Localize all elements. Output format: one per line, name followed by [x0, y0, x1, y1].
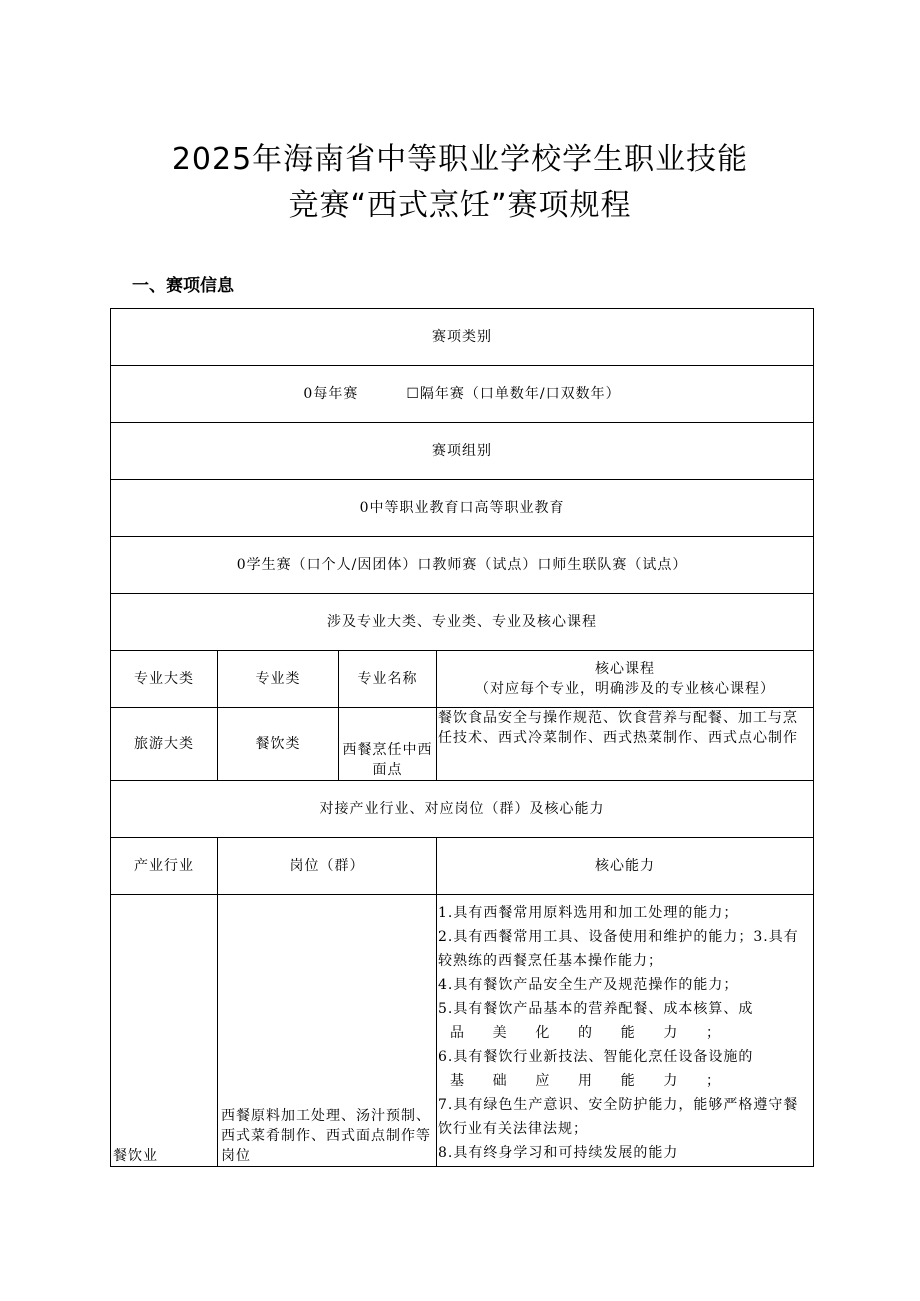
table-row: [111, 537, 814, 594]
column-header-core-courses: [437, 651, 814, 708]
table-row: [111, 423, 814, 480]
column-header-major-name: 专业名称: [339, 651, 437, 708]
ability-item: 6.具有餐饮行业新技法、智能化烹任设备设施的: [438, 1049, 754, 1065]
ability-item: 7.具有绿色生产意识、安全防护能力，能够严格遵守餐饮行业有关法律法规；: [438, 1097, 799, 1137]
education-level: 0中等职业教育口高等职业教育: [111, 480, 814, 537]
core-courses-label: 核心课程: [595, 661, 656, 677]
table-row: [111, 309, 814, 366]
page-title-line1: 2025年海南省中等职业学校学生职业技能: [171, 142, 749, 177]
table-row: [111, 480, 814, 537]
ability-item-continuation: 基础应用能力；: [450, 1073, 721, 1089]
column-header-major-class: 专业类: [218, 651, 339, 708]
column-header-major-category: 专业大类: [111, 651, 218, 708]
competition-info-table: [110, 308, 814, 1167]
category-option-biennial: ☐隔年赛（口单数年/口双数年）: [406, 386, 621, 402]
column-header-core-abilities: 核心能力: [437, 838, 814, 895]
industry-header: 对接产业行业、对应岗位（群）及核心能力: [111, 781, 814, 838]
majors-header: 涉及专业大类、专业类、专业及核心课程: [111, 594, 814, 651]
category-header: 赛项类别: [111, 309, 814, 366]
table-row: [111, 895, 814, 1167]
major-class-value: 餐饮类: [218, 708, 339, 781]
ability-item: 2.具有西餐常用工具、设备使用和维护的能力；3.具有较熟练的西餐烹任基本操作能力；: [438, 929, 799, 969]
column-header-industry: 产业行业: [111, 838, 218, 895]
ability-item: 4.具有餐饮产品安全生产及规范操作的能力；: [438, 977, 739, 993]
column-header-positions: 岗位（群）: [218, 838, 437, 895]
ability-item: 5.具有餐饮产品基本的营养配餐、成本核算、成: [438, 1001, 754, 1017]
ability-item: 1.具有西餐常用原料选用和加工处理的能力；: [438, 905, 739, 921]
table-row: [111, 781, 814, 838]
group-header: 赛项组别: [111, 423, 814, 480]
table-row: [111, 366, 814, 423]
major-category-value: 旅游大类: [111, 708, 218, 781]
page-title-line2: 竞赛“西式烹饪”赛项规程: [288, 188, 632, 223]
category-option-annual: 0每年赛: [303, 386, 359, 402]
core-courses-value: 餐饮食品安全与操作规范、饮食营养与配餐、加工与烹任技术、西式冷菜制作、西式热菜制作、西式点心制作: [437, 708, 814, 781]
competition-type: 0学生赛（口个人/因团体）口教师赛（试点）口师生联队赛（试点）: [111, 537, 814, 594]
table-row: [111, 651, 814, 708]
table-row: [111, 594, 814, 651]
core-abilities-cell: [437, 895, 814, 1167]
section-heading: 一、赛项信息: [132, 276, 234, 296]
ability-item: 8.具有终身学习和可持续发展的能力: [438, 1145, 679, 1161]
industry-value: 餐饮业: [111, 895, 218, 1167]
positions-value: 西餐原料加工处理、汤汁预制、西式菜肴制作、西式面点制作等岗位: [218, 895, 437, 1167]
table-row: [111, 708, 814, 781]
ability-item-continuation: 品美化的能力；: [450, 1025, 721, 1041]
major-name-value: 西餐烹任中西面点: [339, 708, 437, 781]
category-options-cell: [111, 366, 814, 423]
table-row: [111, 838, 814, 895]
core-courses-note: （对应每个专业，明确涉及的专业核心课程）: [475, 681, 776, 697]
